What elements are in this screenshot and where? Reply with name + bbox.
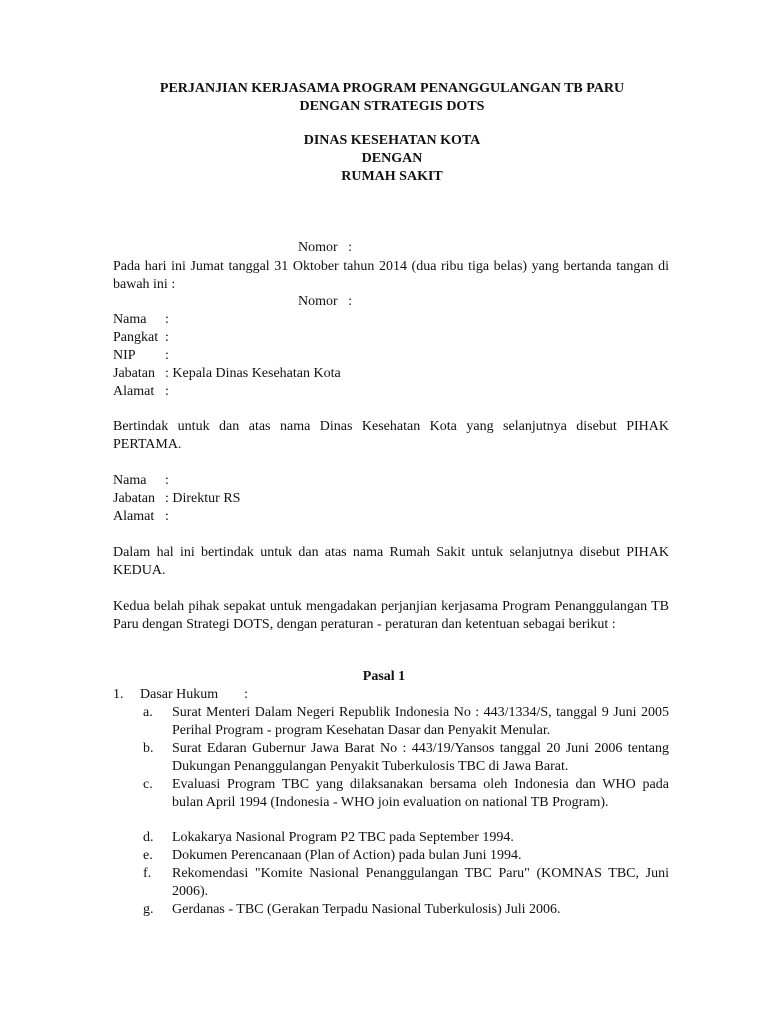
- field-label: Nama: [113, 473, 147, 488]
- pasal-1-heading: Pasal 1: [362, 669, 406, 684]
- list-item: [0, 901, 768, 919]
- party1-field-row: [113, 365, 341, 383]
- field-label: Pangkat: [113, 330, 159, 345]
- list-letter: g.: [143, 902, 154, 917]
- list-letter: c.: [143, 777, 153, 792]
- document-title: [100, 80, 684, 116]
- party1-fields: [113, 311, 341, 401]
- party1-field-row: [113, 347, 341, 365]
- list-letter: f.: [143, 866, 152, 881]
- party2-field-row: [113, 508, 240, 526]
- field-value: : Kepala Dinas Kesehatan Kota: [165, 366, 341, 381]
- agreement-paragraph: Kedua belah pihak sepakat untuk mengadakan perjanjian kerjasama Program Penanggulangan TB Paru dengan Strategi DOTS, dengan peraturan - peraturan dan ketentuan sebagai berikut :: [113, 599, 669, 632]
- intro-paragraph: Pada hari ini Jumat tanggal 31 Oktober tahun 2014 (dua ribu tiga belas) yang bertanda tangan di bawah ini :: [113, 259, 669, 292]
- field-label: Jabatan: [113, 491, 155, 506]
- parties-heading-line-2: DENGAN: [361, 151, 423, 166]
- parties-heading-line-1: DINAS KESEHATAN KOTA: [303, 133, 481, 148]
- parties-heading: [200, 132, 584, 186]
- party1-field-row: [113, 383, 341, 401]
- field-value: :: [165, 348, 169, 363]
- list-item: [0, 865, 768, 901]
- party2-fields: [113, 472, 240, 526]
- list-letter: b.: [143, 741, 154, 756]
- list-item: [0, 829, 768, 847]
- field-label: Nama: [113, 312, 147, 327]
- nomor-line-1: Nomor :: [298, 240, 353, 255]
- title-line-2: DENGAN STRATEGIS DOTS: [299, 99, 485, 114]
- field-label: Jabatan: [113, 366, 155, 381]
- field-value: :: [165, 330, 169, 345]
- field-value: : Direktur RS: [165, 491, 241, 506]
- party2-field-row: [113, 472, 240, 490]
- item-colon: :: [244, 687, 248, 702]
- field-value: :: [165, 473, 169, 488]
- list-text: Surat Menteri Dalam Negeri Republik Indonesia No : 443/1334/S, tanggal 9 Juni 2005 Perihal Program - program Kesehatan Dasar dan Penyakit Menular.: [172, 705, 669, 738]
- list-item: [0, 776, 768, 830]
- list-item: [0, 704, 768, 740]
- list-letter: e.: [143, 848, 153, 863]
- parties-heading-line-3: RUMAH SAKIT: [341, 169, 443, 184]
- list-text: Dokumen Perencanaan (Plan of Action) pada bulan Juni 1994.: [172, 848, 522, 863]
- party2-statement: Dalam hal ini bertindak untuk dan atas nama Rumah Sakit untuk selanjutnya disebut PIHAK KEDUA.: [113, 545, 669, 578]
- field-value: :: [165, 509, 169, 524]
- item-label: Dasar Hukum: [140, 687, 219, 702]
- list-text: Lokakarya Nasional Program P2 TBC pada September 1994.: [172, 830, 514, 845]
- list-text: Gerdanas - TBC (Gerakan Terpadu Nasional Tuberkulosis) Juli 2006.: [172, 902, 561, 917]
- field-value: :: [165, 312, 169, 327]
- party1-field-row: [113, 311, 341, 329]
- list-item: [0, 740, 768, 776]
- list-letter: d.: [143, 830, 154, 845]
- nomor-line-2: Nomor :: [298, 294, 353, 309]
- field-value: :: [165, 384, 169, 399]
- field-label: Alamat: [113, 509, 155, 524]
- party1-field-row: [113, 329, 341, 347]
- field-label: NIP: [113, 348, 136, 363]
- party1-statement: Bertindak untuk dan atas nama Dinas Kesehatan Kota yang selanjutnya disebut PIHAK PERTAMA.: [113, 419, 669, 452]
- list-letter: a.: [143, 705, 153, 720]
- party2-field-row: [113, 490, 240, 508]
- item-number: 1.: [113, 687, 124, 702]
- list-text: Surat Edaran Gubernur Jawa Barat No : 443/19/Yansos tanggal 20 Juni 2006 tentang Dukungan Penanggulangan Penyakit Tuberkulosis TBC di Jawa Barat.: [172, 741, 669, 774]
- list-text: Rekomendasi "Komite Nasional Penanggulangan TBC Paru" (KOMNAS TBC, Juni 2006).: [172, 866, 669, 899]
- pasal-1-item-1: [113, 686, 313, 704]
- list-text: Evaluasi Program TBC yang dilaksanakan bersama oleh Indonesia dan WHO pada bulan April 1994 (Indonesia - WHO join evaluation on national TB Program).: [172, 777, 669, 810]
- title-line-1: PERJANJIAN KERJASAMA PROGRAM PENANGGULANGAN TB PARU: [159, 81, 625, 96]
- field-label: Alamat: [113, 384, 155, 399]
- list-item: [0, 847, 768, 865]
